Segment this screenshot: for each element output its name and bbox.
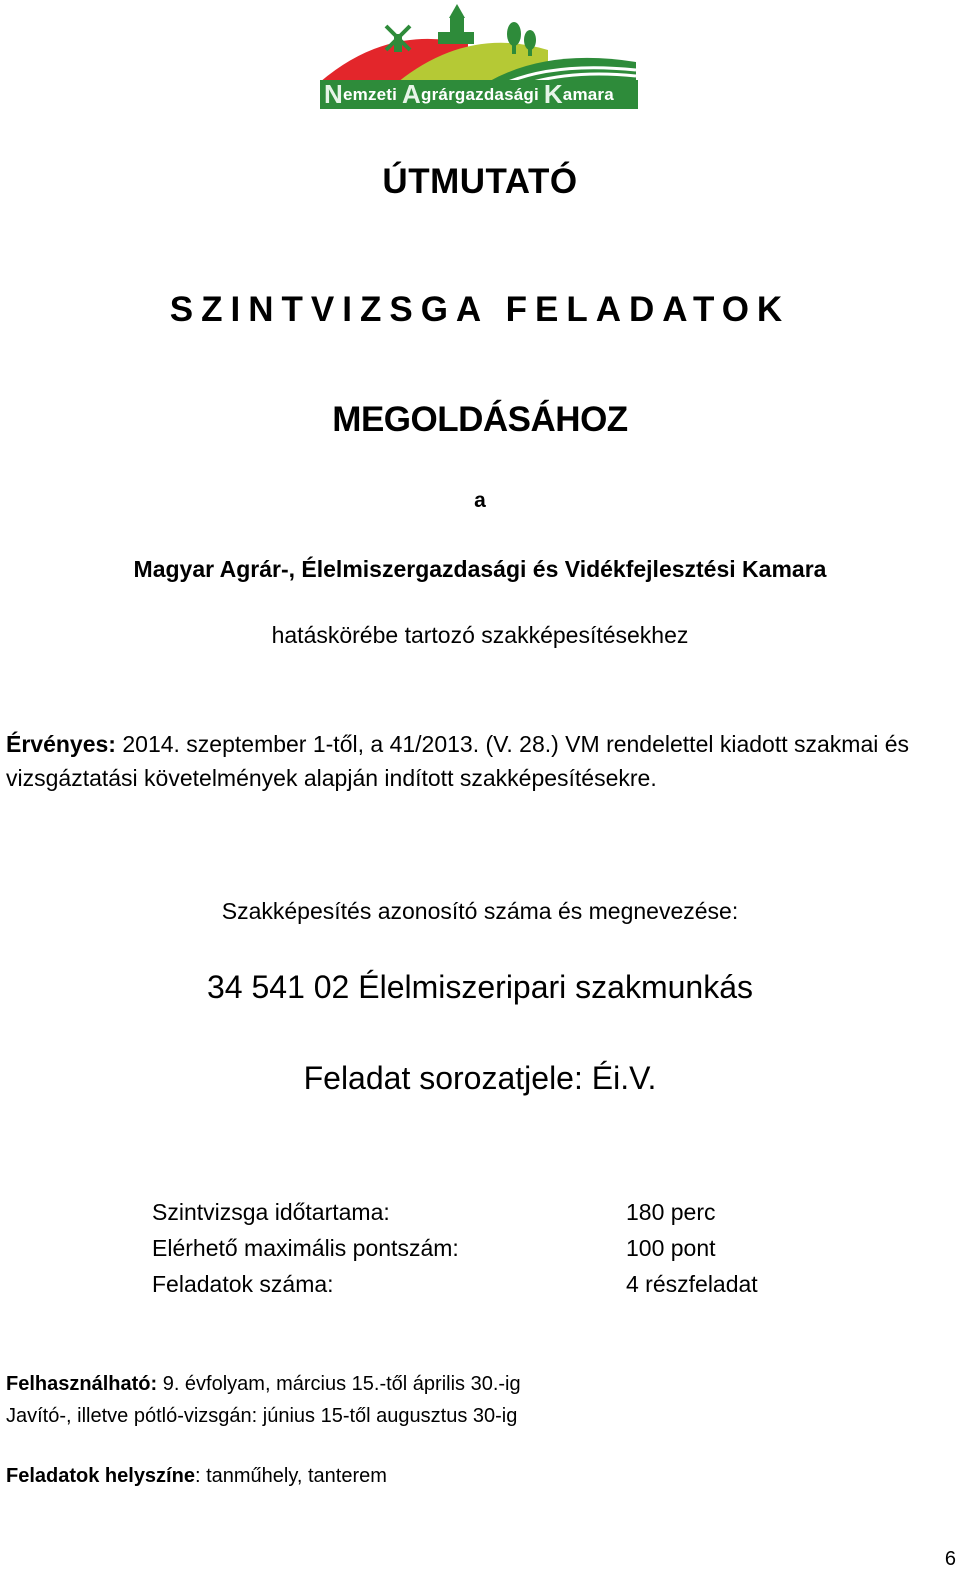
exam-info-values [626, 1194, 758, 1302]
usable-label: Felhasználható: [6, 1373, 158, 1395]
usage-block [6, 1368, 521, 1432]
validity-paragraph [6, 727, 946, 795]
task-count-label: Feladatok száma: [152, 1271, 334, 1297]
qualification-name: 34 541 02 Élelmiszeripari szakmunkás [206, 969, 754, 1005]
usable-line [6, 1368, 521, 1400]
logo-wordmark: Nemzeti Agrárgazdasági Kamara [320, 80, 638, 109]
document-subtitle: SZINTVIZSGA FELADATOK [169, 290, 791, 329]
validity-text: 2014. szeptember 1-től, a 41/2013. (V. 28.) VM rendelettel kiadott szakmai és vizsgáztatási követelmények alapján indított szakképesítésekre. [6, 731, 910, 791]
max-score-value: 100 pont [626, 1235, 716, 1261]
location-text: : tanműhely, tanterem [194, 1465, 387, 1487]
usable-text: 9. évfolyam, március 15.-től április 30.-ig [157, 1373, 521, 1395]
task-series: Feladat sorozatjele: Éi.V. [303, 1060, 657, 1096]
qualification-caption: Szakképesítés azonosító száma és megnevezése: [221, 898, 739, 924]
article-a: a [474, 489, 486, 512]
location-label: Feladatok helyszíne [6, 1465, 195, 1487]
document-subtitle-2: MEGOLDÁSÁHOZ [332, 400, 628, 439]
chamber-name: Magyar Agrár-, Élelmiszergazdasági és Vidékfejlesztési Kamara [133, 556, 827, 582]
document-title: ÚTMUTATÓ [382, 162, 578, 201]
task-count-value: 4 részfeladat [626, 1271, 758, 1297]
max-score-label: Elérhető maximális pontszám: [152, 1235, 459, 1261]
page-number: 6 [944, 1548, 956, 1570]
location-line [6, 1465, 387, 1488]
exam-info-labels [152, 1194, 459, 1302]
scope-line: hatáskörébe tartozó szakképesítésekhez [271, 622, 689, 648]
duration-label: Szintvizsga időtartama: [152, 1199, 390, 1225]
validity-label: Érvényes: [6, 731, 116, 757]
retake-line: Javító-, illetve pótló-vizsgán: június 15-től augusztus 30-ig [6, 1405, 518, 1427]
duration-value: 180 perc [626, 1199, 716, 1225]
logo-landscape-graphic [318, 4, 638, 84]
